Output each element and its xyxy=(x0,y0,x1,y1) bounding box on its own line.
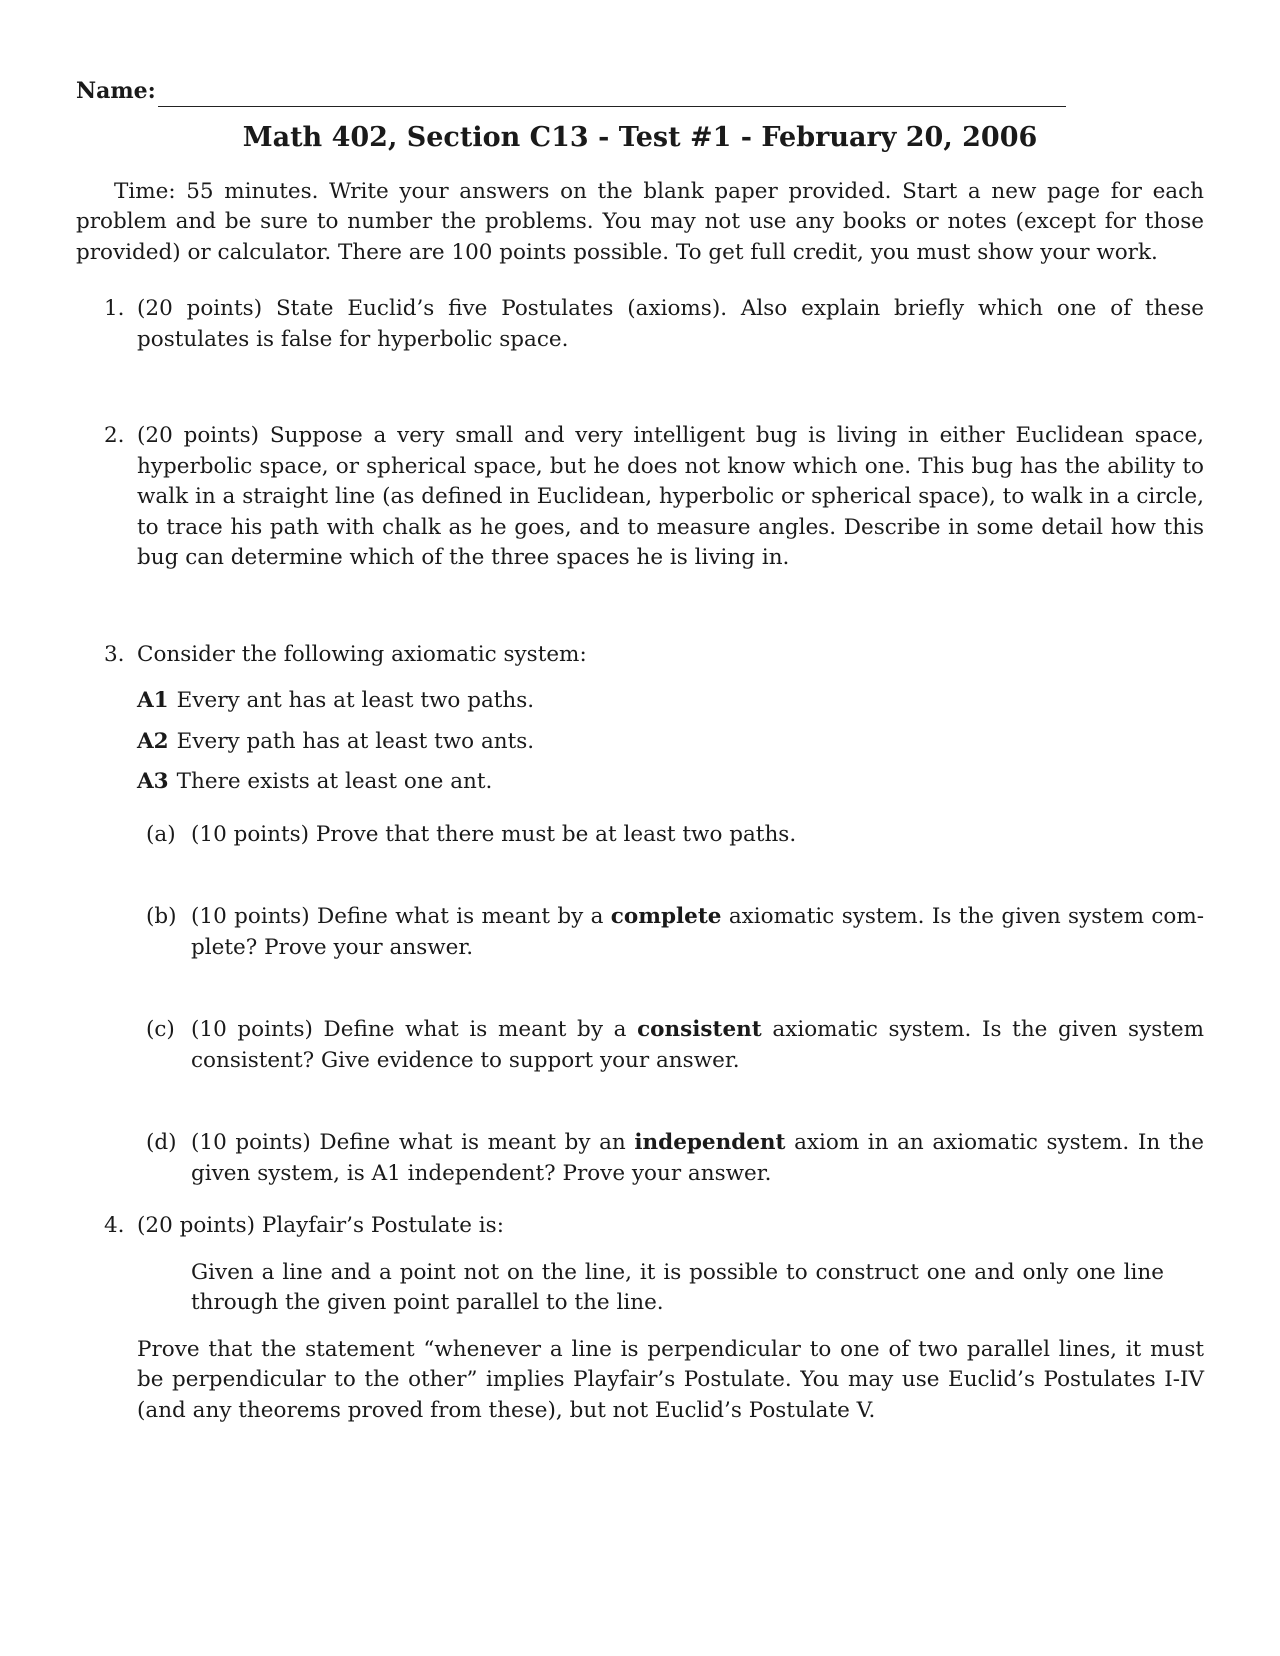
problem-text: (20 points) State Euclid’s five Postulates (axioms). Also explain briefly which one of these postulates is false for hyperbolic space. xyxy=(137,296,1204,352)
axiom-label: A2 xyxy=(137,728,169,754)
exam-instructions: Time: 55 minutes. Write your answers on the blank paper provided. Start a new page for each problem and be sure to number the problems. You may not use any books or notes (except for those provided) or calculator. There are 100 points possible. To get full credit, you must show your work. xyxy=(76,178,1204,265)
part-term: independent xyxy=(634,1130,786,1155)
part-label: (c) xyxy=(146,1017,175,1042)
part-text-pre: (10 points) Define what is meant by a xyxy=(191,904,611,929)
axiom-label: A3 xyxy=(137,769,169,794)
part-text: (10 points) Prove that there must be at least two paths. xyxy=(191,821,797,847)
part-text-post: axiom in an axiomatic system. In the given system, is A1 independent? Prove your answer. xyxy=(191,1130,1204,1186)
problem-4 xyxy=(76,1211,1204,1426)
part-term: complete xyxy=(610,904,722,929)
part-text-post: axiomatic system. Is the given system com-plete? Prove your answer. xyxy=(191,904,1205,960)
part-term: consistent xyxy=(637,1017,762,1042)
problem-1 xyxy=(76,294,1204,355)
problem-3-part-b xyxy=(137,902,1204,963)
problem-3-part-c xyxy=(137,1015,1204,1076)
problem-2 xyxy=(76,421,1204,574)
axiom-list xyxy=(137,686,1204,798)
axiom-label: A1 xyxy=(137,688,169,713)
problem-4-body: Prove that the statement “whenever a line is perpendicular to one of two parallel lines, it must be perpendicular to the other” implies Playfair’s Postulate. You may use Euclid’s Postulates I-IV (and any theorems proved from these), but not Euclid’s Postulate V. xyxy=(137,1336,1204,1423)
problem-text: Consider the following axiomatic system: xyxy=(137,641,587,667)
exam-title: Math 402, Section C13 - Test #1 - February 20, 2006 xyxy=(242,121,1038,153)
problem-number: 4. xyxy=(104,1213,125,1238)
problem-3 xyxy=(76,640,1204,798)
name-blank-line xyxy=(158,82,1066,107)
exam-page xyxy=(76,76,1204,1426)
name-field-row xyxy=(76,76,1066,107)
axiom-a3 xyxy=(137,767,1204,798)
part-label: (d) xyxy=(146,1130,177,1155)
axiom-a2 xyxy=(137,727,1204,758)
problem-3-part-a xyxy=(137,820,1204,851)
axiom-text: There exists at least one ant. xyxy=(176,769,493,794)
problem-text: (20 points) Suppose a very small and very intelligent bug is living in either Euclidean space, hyperbolic space, or spherical space, but he does not know which one. This bug has the ability to walk in a straight line (as defined in Euclidean, hyperbolic or spherical space), to walk in a circle, to trace his path with chalk as he goes, and to measure angles. Describe in some detail how this bug can determine which of the three spaces he is living in. xyxy=(137,423,1204,570)
axiom-a1 xyxy=(137,686,1204,717)
part-text-pre: (10 points) Define what is meant by a xyxy=(191,1017,638,1042)
part-label: (b) xyxy=(146,904,177,929)
problem-number: 1. xyxy=(104,296,125,321)
playfair-postulate-quote: Given a line and a point not on the line, it is possible to construct one and only one line through the given point parallel to the line. xyxy=(191,1259,1164,1315)
axiom-text: Every ant has at least two paths. xyxy=(176,688,535,713)
problem-number: 2. xyxy=(104,423,125,448)
problem-text: (20 points) Playfair’s Postulate is: xyxy=(137,1213,504,1238)
problem-3-part-d xyxy=(137,1128,1204,1189)
part-text-post: axiomatic system. Is the given system consistent? Give evidence to support your answer. xyxy=(191,1017,1205,1073)
problem-3-parts xyxy=(76,820,1204,1190)
name-label: Name: xyxy=(76,78,156,104)
problem-number: 3. xyxy=(104,641,125,667)
part-label: (a) xyxy=(146,821,176,847)
axiom-text: Every path has at least two ants. xyxy=(176,728,535,754)
part-text-pre: (10 points) Define what is meant by an xyxy=(191,1130,635,1155)
